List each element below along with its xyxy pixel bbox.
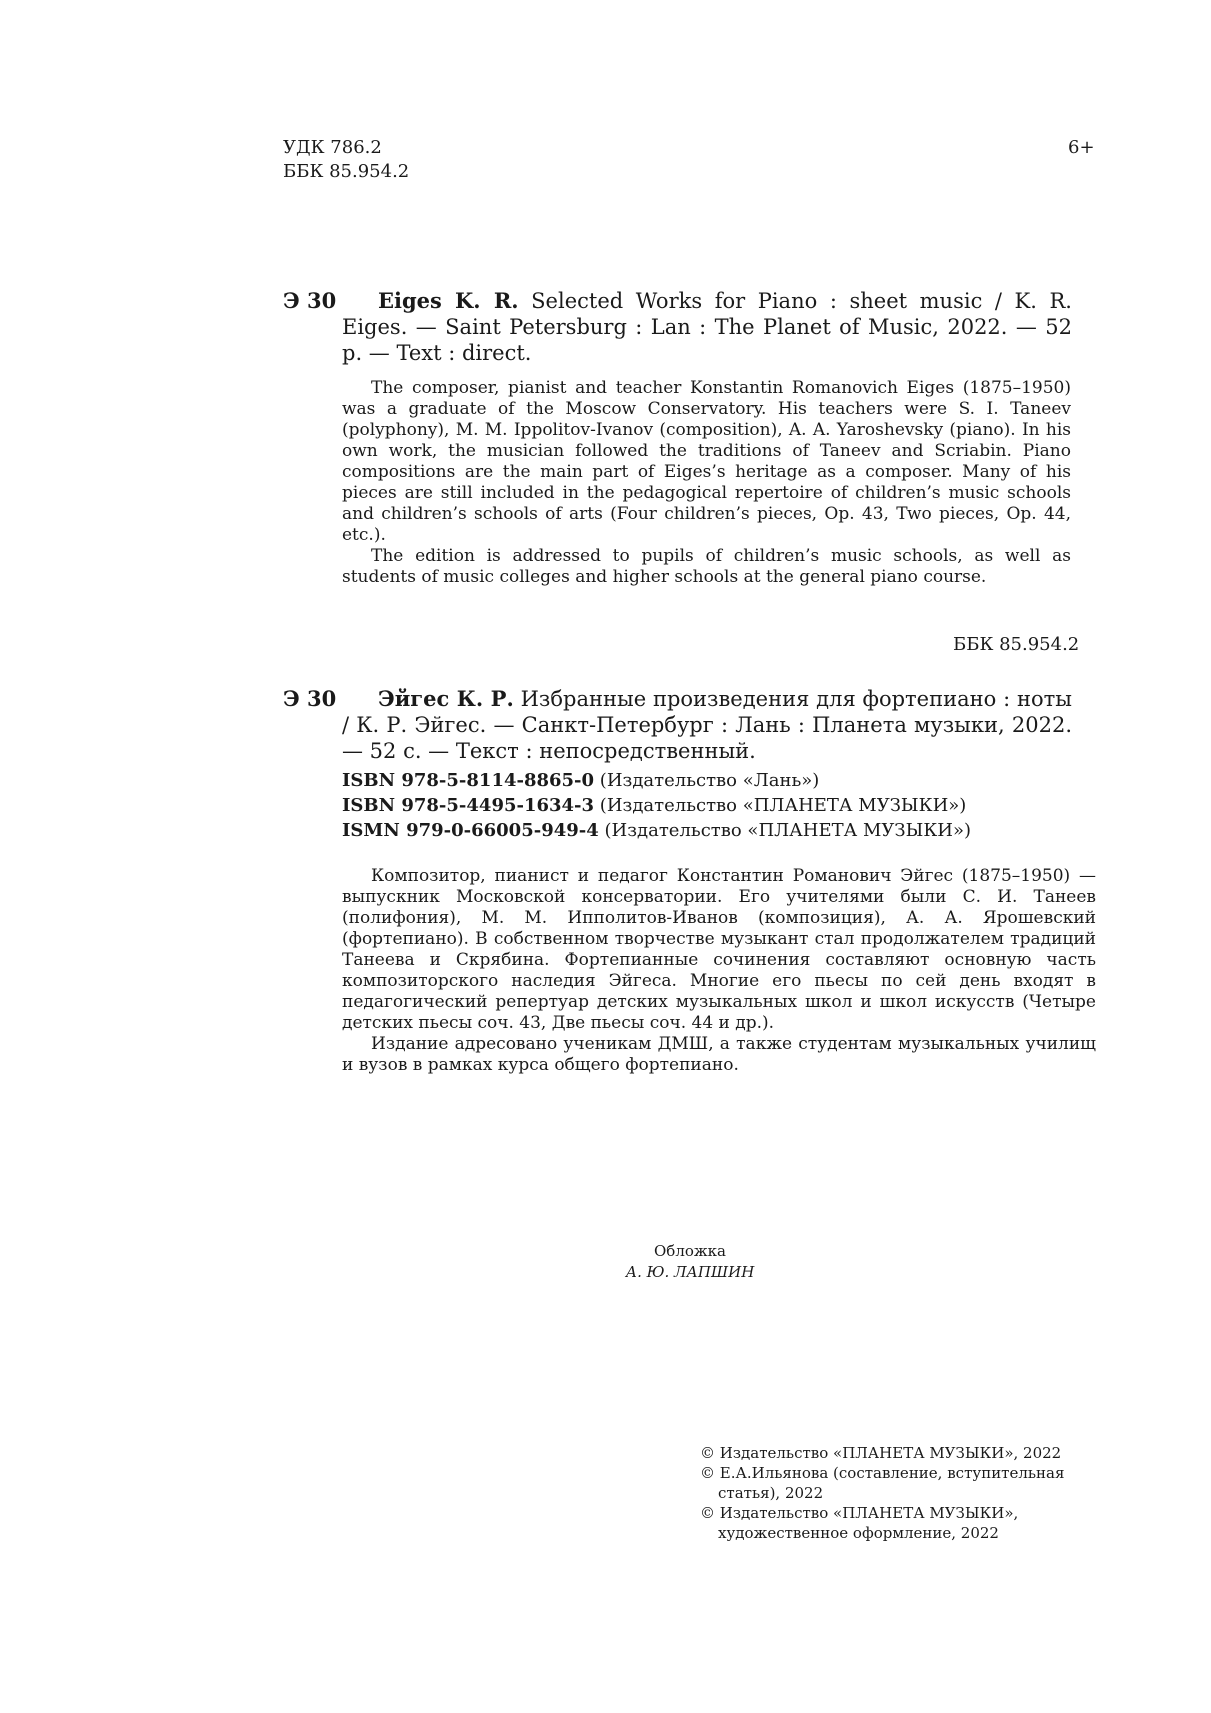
author-name-ru: Эйгес К. Р. <box>378 686 514 711</box>
cover-label: Обложка <box>653 1242 726 1260</box>
copyright-line: © Издательство «ПЛАНЕТА МУЗЫКИ», художественное оформление, 2022 <box>700 1504 1019 1542</box>
abstract-en <box>342 378 1071 588</box>
cover-credit <box>590 1241 790 1283</box>
isbn-number: ISBN 978-5-4495-1634-3 <box>342 795 595 816</box>
copyright-block <box>700 1443 1080 1543</box>
bibliographic-entry-ru <box>342 686 1072 764</box>
ismn-publisher: (Издательство «ПЛАНЕТА МУЗЫКИ») <box>604 820 972 841</box>
bbk-code: ББК 85.954.2 <box>283 161 410 182</box>
isbn-publisher: (Издательство «ПЛАНЕТА МУЗЫКИ») <box>599 795 967 816</box>
abstract-en-paragraph-1: The composer, pianist and teacher Konstantin Romanovich Eiges (1875–1950) was a graduate of the Moscow Conservatory. His teachers were S. I. Taneev (polyphony), M. M. Ippolitov-Ivanov (composition), A. A. Yaroshevsky (piano). In his own work, the musician followed the traditions of Taneev and Scriabin. Piano compositions are the main part of Eiges’s heritage as a composer. Many of his pieces are still included in the pedagogical repertoire of children’s music schools and children’s schools of arts (Four children’s pieces, Op. 43, Two pieces, Op. 44, etc.). <box>342 378 1071 545</box>
age-rating: 6+ <box>1068 137 1095 158</box>
bbk-code-ru: ББК 85.954.2 <box>953 634 1080 655</box>
copyright-line: © Издательство «ПЛАНЕТА МУЗЫКИ», 2022 <box>700 1444 1062 1462</box>
cover-artist: А. Ю. ЛАПШИН <box>625 1263 755 1281</box>
abstract-en-paragraph-2: The edition is addressed to pupils of children’s music schools, as well as students of music colleges and higher schools at the general piano course. <box>342 546 1071 587</box>
isbn-line <box>342 768 971 793</box>
abstract-ru <box>342 866 1096 1076</box>
author-mark-en: Э 30 <box>283 288 337 313</box>
abstract-ru-paragraph-1: Композитор, пианист и педагог Константин Романович Эйгес (1875–1950) — выпускник Московской консерватории. Его учителями были С. И. Танеев (полифония), М. М. Ипполитов-Иванов (композиция), А. А. Ярошевский (фортепиано). В собственном творчестве музыкант стал продолжателем традиций Танеева и Скрябина. Фортепианные сочинения составляют основную часть композиторского наследия Эйгеса. Многие его пьесы по сей день входят в педагогический репертуар детских музыкальных школ и школ искусств (Четыре детских пьесы соч. 43, Две пьесы соч. 44 и др.). <box>342 866 1096 1033</box>
isbn-list <box>342 768 971 843</box>
ismn-line <box>342 818 971 843</box>
copyright-line: © Е.А.Ильянова (составление, вступительная статья), 2022 <box>700 1464 1065 1502</box>
classification-codes <box>283 136 409 184</box>
author-name-en: Eiges K. R. <box>378 288 519 313</box>
isbn-line <box>342 793 971 818</box>
isbn-publisher: (Издательство «Лань») <box>599 770 820 791</box>
citation-en: Selected Works for Piano : sheet music / K. R. Eiges. — Saint Petersburg : Lan : The Planet of Music, 2022. — 52 p. — Text : direct. <box>342 289 1072 365</box>
bibliographic-entry-en <box>342 288 1072 366</box>
author-mark-ru: Э 30 <box>283 686 337 711</box>
isbn-number: ISBN 978-5-8114-8865-0 <box>342 770 595 791</box>
ismn-number: ISMN 979-0-66005-949-4 <box>342 820 599 841</box>
citation-ru: Избранные произведения для фортепиано : ноты / К. Р. Эйгес. — Санкт-Петербург : Лань : Планета музыки, 2022. — 52 с. — Текст : непосредственный. <box>342 687 1072 763</box>
abstract-ru-paragraph-2: Издание адресовано ученикам ДМШ, а также студентам музыкальных училищ и вузов в рамках курса общего фортепиано. <box>342 1034 1096 1075</box>
udk-code: УДК 786.2 <box>283 137 382 158</box>
